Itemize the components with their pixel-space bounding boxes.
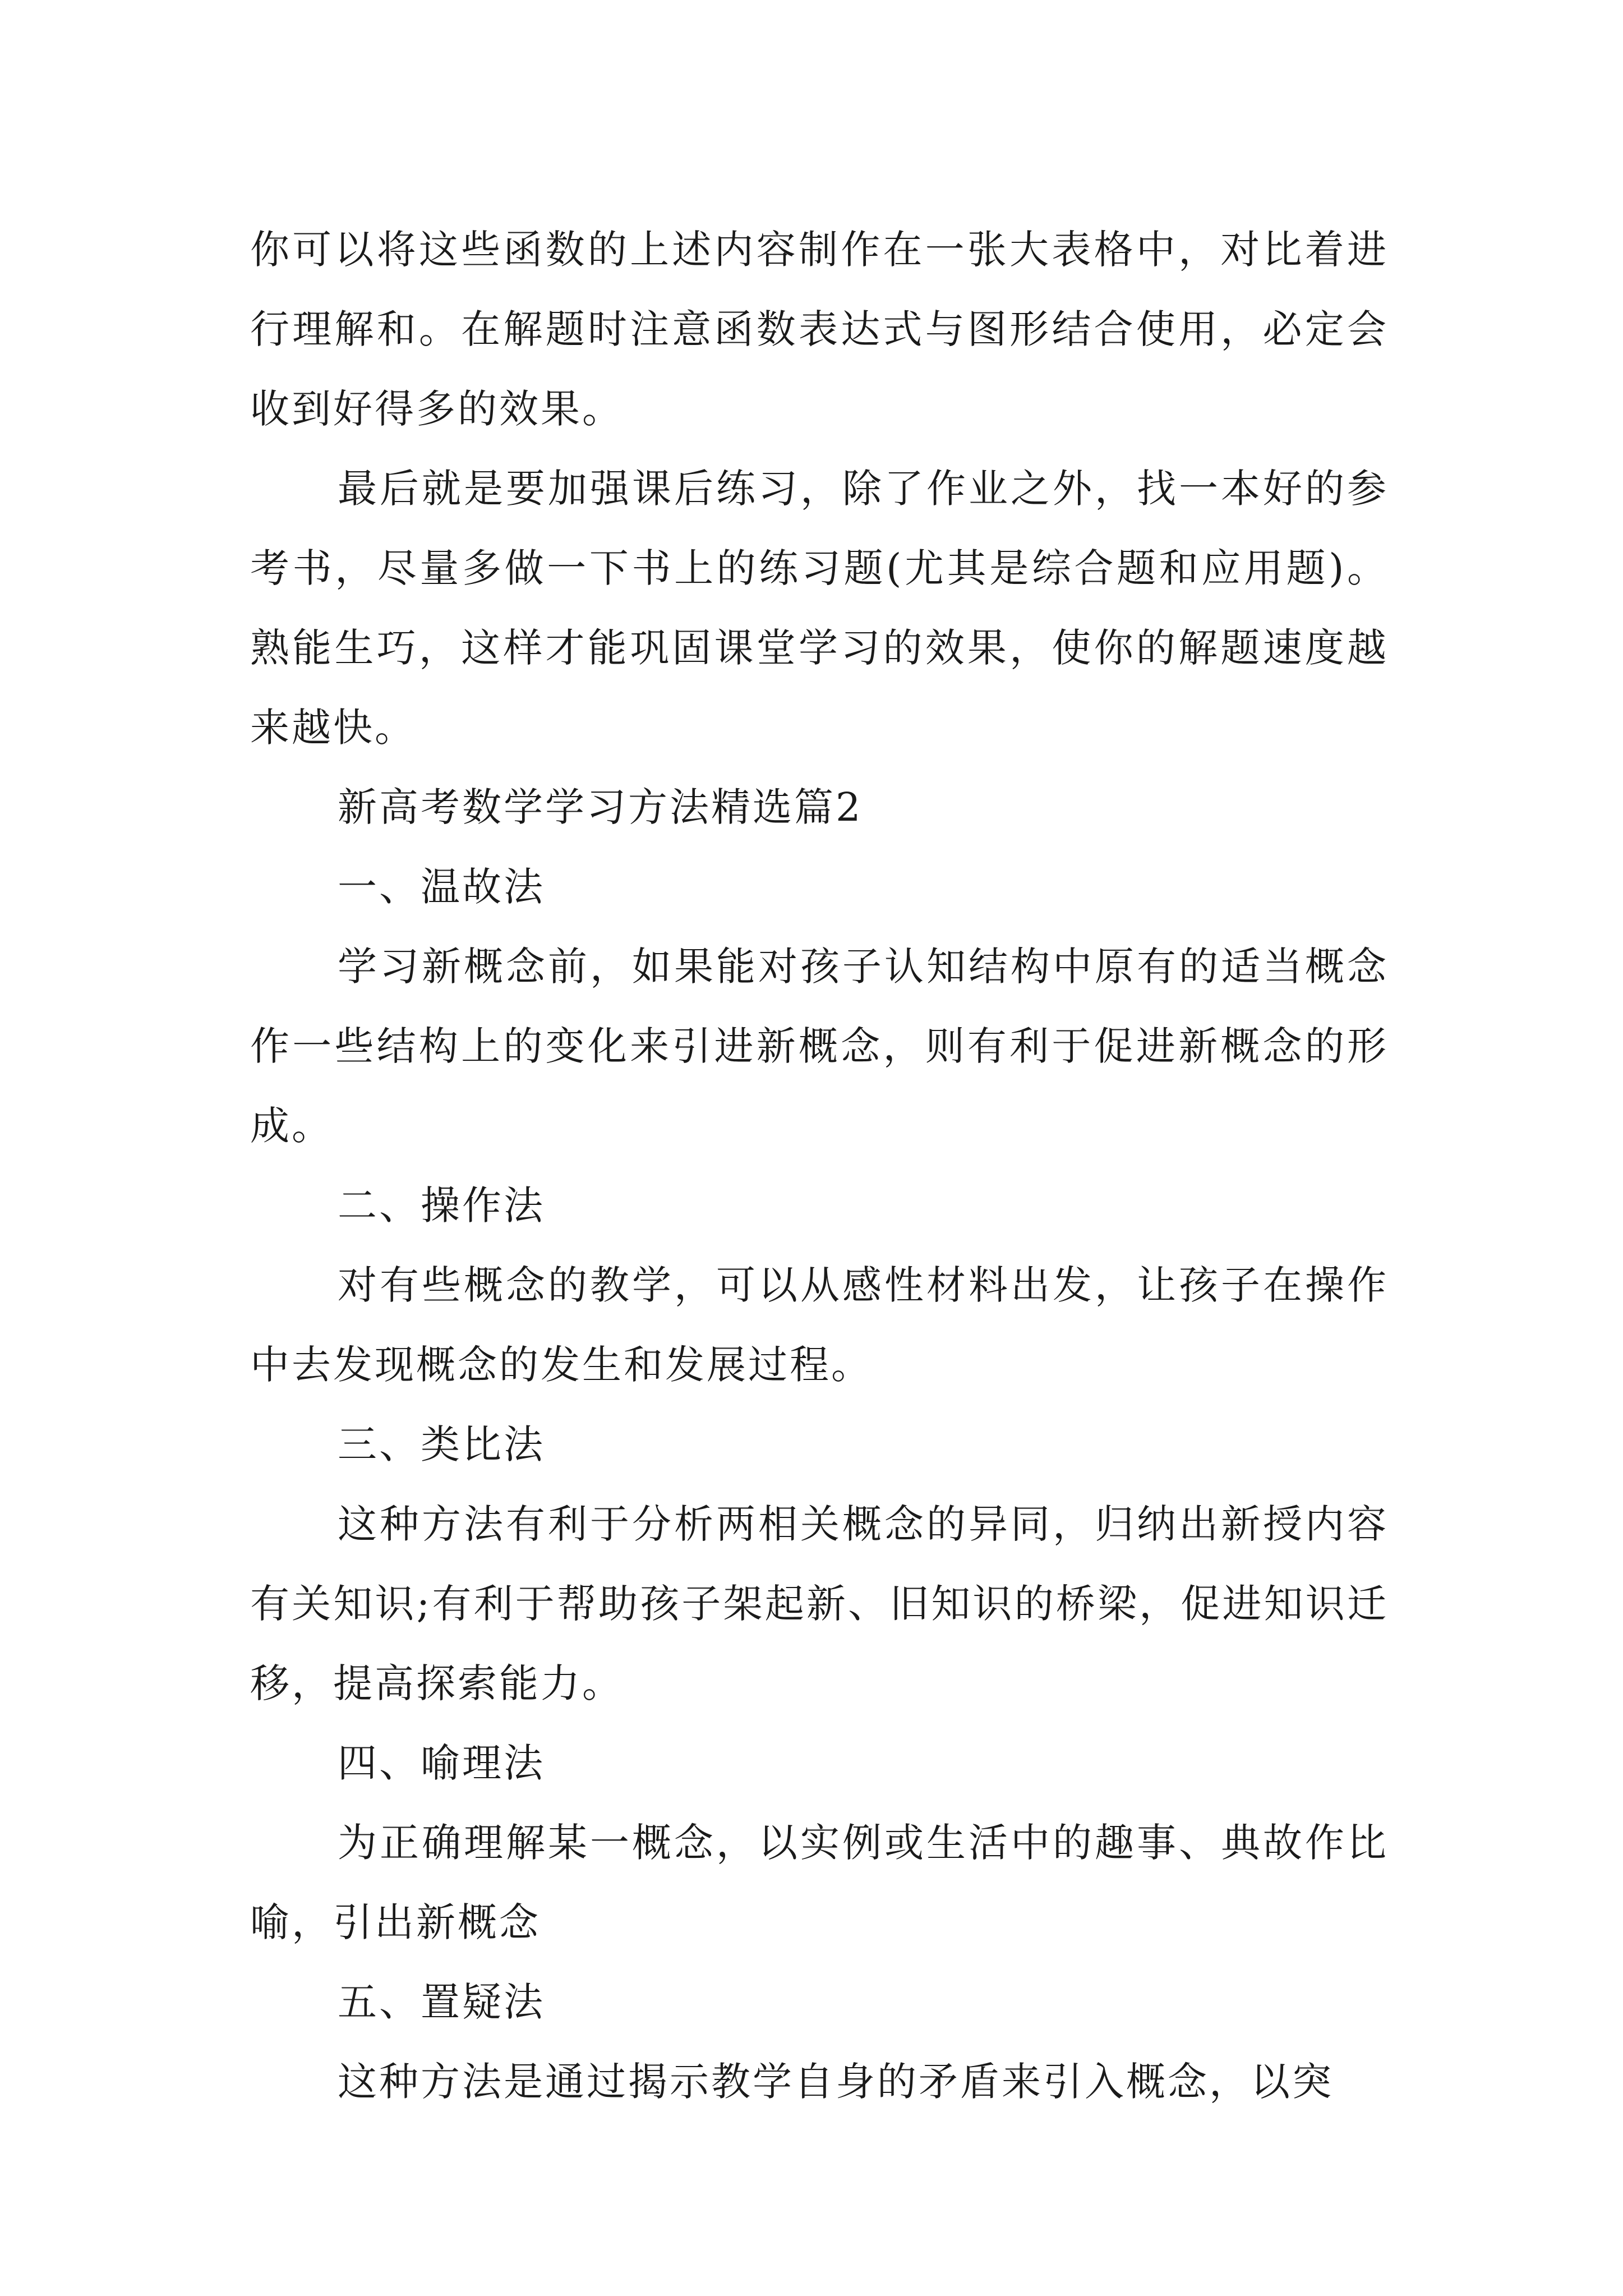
section-title: 新高考数学学习方法精选篇2 [338, 784, 863, 830]
paragraph-continued: 你可以将这些函数的上述内容制作在一张大表格中，对比着进行理解和。在解题时注意函数表达式与图形结合使用，必定会收到好得多的效果。 [250, 227, 1389, 432]
paragraph: 对有些概念的教学，可以从感性材料出发，让孩子在操作中去发现概念的发生和发展过程。 [250, 1262, 1389, 1388]
method-heading: 二、操作法 [338, 1182, 545, 1228]
paragraph: 这种方法有利于分析两相关概念的异同，归纳出新授内容有关知识;有利于帮助孩子架起新、旧知识的桥梁，促进知识迁移，提高探索能力。 [250, 1501, 1389, 1706]
method-heading: 三、类比法 [338, 1421, 545, 1467]
method-heading: 四、喻理法 [338, 1740, 545, 1786]
document-body [250, 210, 1389, 2122]
paragraph: 为正确理解某一概念，以实例或生活中的趣事、典故作比喻，引出新概念 [250, 1820, 1389, 1945]
method-heading: 五、置疑法 [338, 1979, 545, 2025]
paragraph: 这种方法是通过揭示教学自身的矛盾来引入概念，以突 [338, 2059, 1334, 2105]
paragraph: 学习新概念前，如果能对孩子认知结构中原有的适当概念作一些结构上的变化来引进新概念，则有利于促进新概念的形成。 [250, 944, 1389, 1149]
method-heading: 一、温故法 [338, 864, 545, 910]
paragraph: 最后就是要加强课后练习，除了作业之外，找一本好的参考书，尽量多做一下书上的练习题(尤其是综合题和应用题)。熟能生巧，这样才能巩固课堂学习的效果，使你的解题速度越来越快。 [250, 466, 1389, 751]
